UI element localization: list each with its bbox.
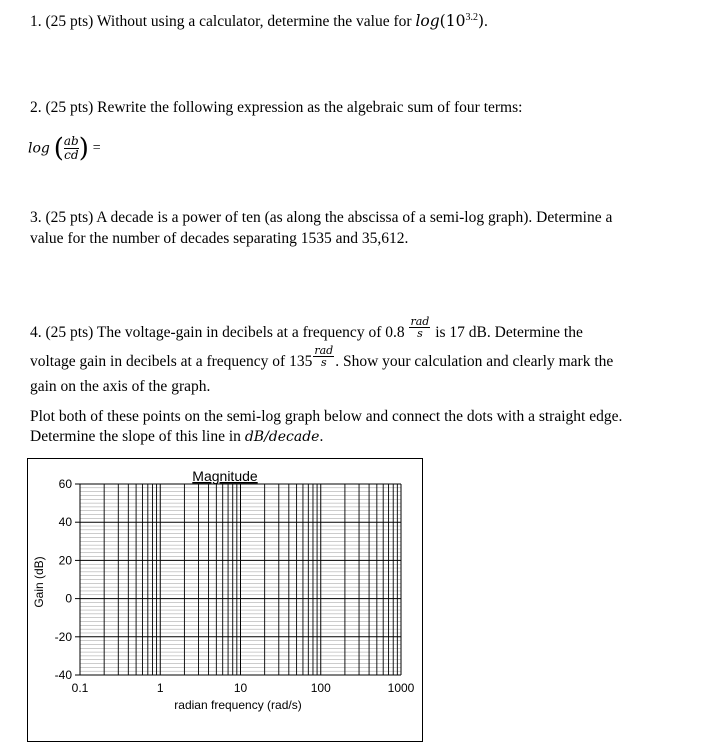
- x-tick-label: 1: [156, 681, 164, 695]
- y-tick-label: 40: [58, 515, 72, 530]
- q2-right-paren: ): [78, 133, 89, 164]
- question-3-line-2: value for the number of decades separating 1535 and 35,612.: [30, 230, 409, 247]
- q4-unit-num-1: rad: [410, 314, 430, 328]
- y-tick-label: 60: [58, 477, 72, 491]
- plot-instruction-line-2: [30, 427, 323, 447]
- plot-instruction-line-1: Plot both of these points on the semi-log graph below and connect the dots with a straight edge.: [30, 408, 623, 425]
- q2-equals: =: [92, 140, 101, 156]
- q2-left-paren: (: [53, 133, 64, 164]
- q2-denominator: cd: [64, 147, 79, 162]
- x-axis-label: radian frequency (rad/s): [174, 698, 302, 712]
- q4-line2-a: voltage gain in decibels at a frequency of 135: [30, 353, 313, 370]
- q1-log-func: log: [415, 12, 440, 31]
- x-tick-label: 10: [233, 681, 248, 695]
- y-tick-label: -20: [54, 629, 72, 644]
- plot-instruction-unit: dB/decade: [244, 429, 320, 445]
- question-3-line-1: 3. (25 pts) A decade is a power of ten (as along the abscissa of a semi-log graph). Determine a: [30, 209, 613, 226]
- y-tick-label: 20: [58, 553, 72, 568]
- semilog-graph-frame: [27, 458, 423, 742]
- q1-base: 10: [445, 12, 466, 31]
- q1-open-paren: (: [439, 12, 446, 31]
- x-tick-label: 100: [310, 681, 331, 695]
- chart-title: Magnitude: [192, 468, 258, 484]
- question-2-expression: [28, 131, 101, 165]
- semilog-chart: [28, 459, 424, 743]
- q2-numerator: ab: [63, 133, 79, 148]
- plot-instruction-2b: .: [319, 428, 324, 445]
- q4-unit-den-2: s: [320, 355, 327, 369]
- q2-fraction: [64, 135, 79, 162]
- q4-line1-b: is 17 dB. Determine the: [431, 324, 583, 341]
- q4-unit-fraction-2: [313, 345, 334, 368]
- x-tick-label: 0.1: [71, 681, 89, 695]
- question-4-line-3: gain on the axis of the graph.: [30, 378, 211, 395]
- q4-line2-b: . Show your calculation and clearly mark the: [335, 353, 614, 370]
- q2-log-func: log: [28, 140, 50, 157]
- q4-unit-num-2: rad: [314, 343, 334, 357]
- tick-labels: [55, 477, 415, 695]
- y-tick-label: 0: [65, 591, 72, 606]
- y-tick-label: -40: [54, 668, 72, 682]
- question-2-text: 2. (25 pts) Rewrite the following expression as the algebraic sum of four terms:: [30, 99, 523, 116]
- q4-unit-den-1: s: [417, 326, 423, 340]
- q1-period: .: [484, 13, 488, 31]
- question-4-line-2: [30, 343, 614, 375]
- q1-close-paren: ): [477, 12, 485, 31]
- question-1-text: 1. (25 pts) Without using a calculator, determine the value for: [30, 13, 416, 31]
- q4-line1-a: 4. (25 pts) The voltage-gain in decibels at a frequency of 0.8: [30, 324, 409, 341]
- question-4-line-1: [30, 314, 583, 346]
- plot-instruction-2a: Determine the slope of this line in: [30, 428, 245, 445]
- q4-unit-fraction-1: [409, 316, 430, 339]
- y-axis-label: Gain (dB): [32, 556, 46, 608]
- question-1: [30, 8, 488, 32]
- x-tick-label: 1000: [387, 681, 415, 695]
- q1-exponent: 3.2: [465, 12, 478, 23]
